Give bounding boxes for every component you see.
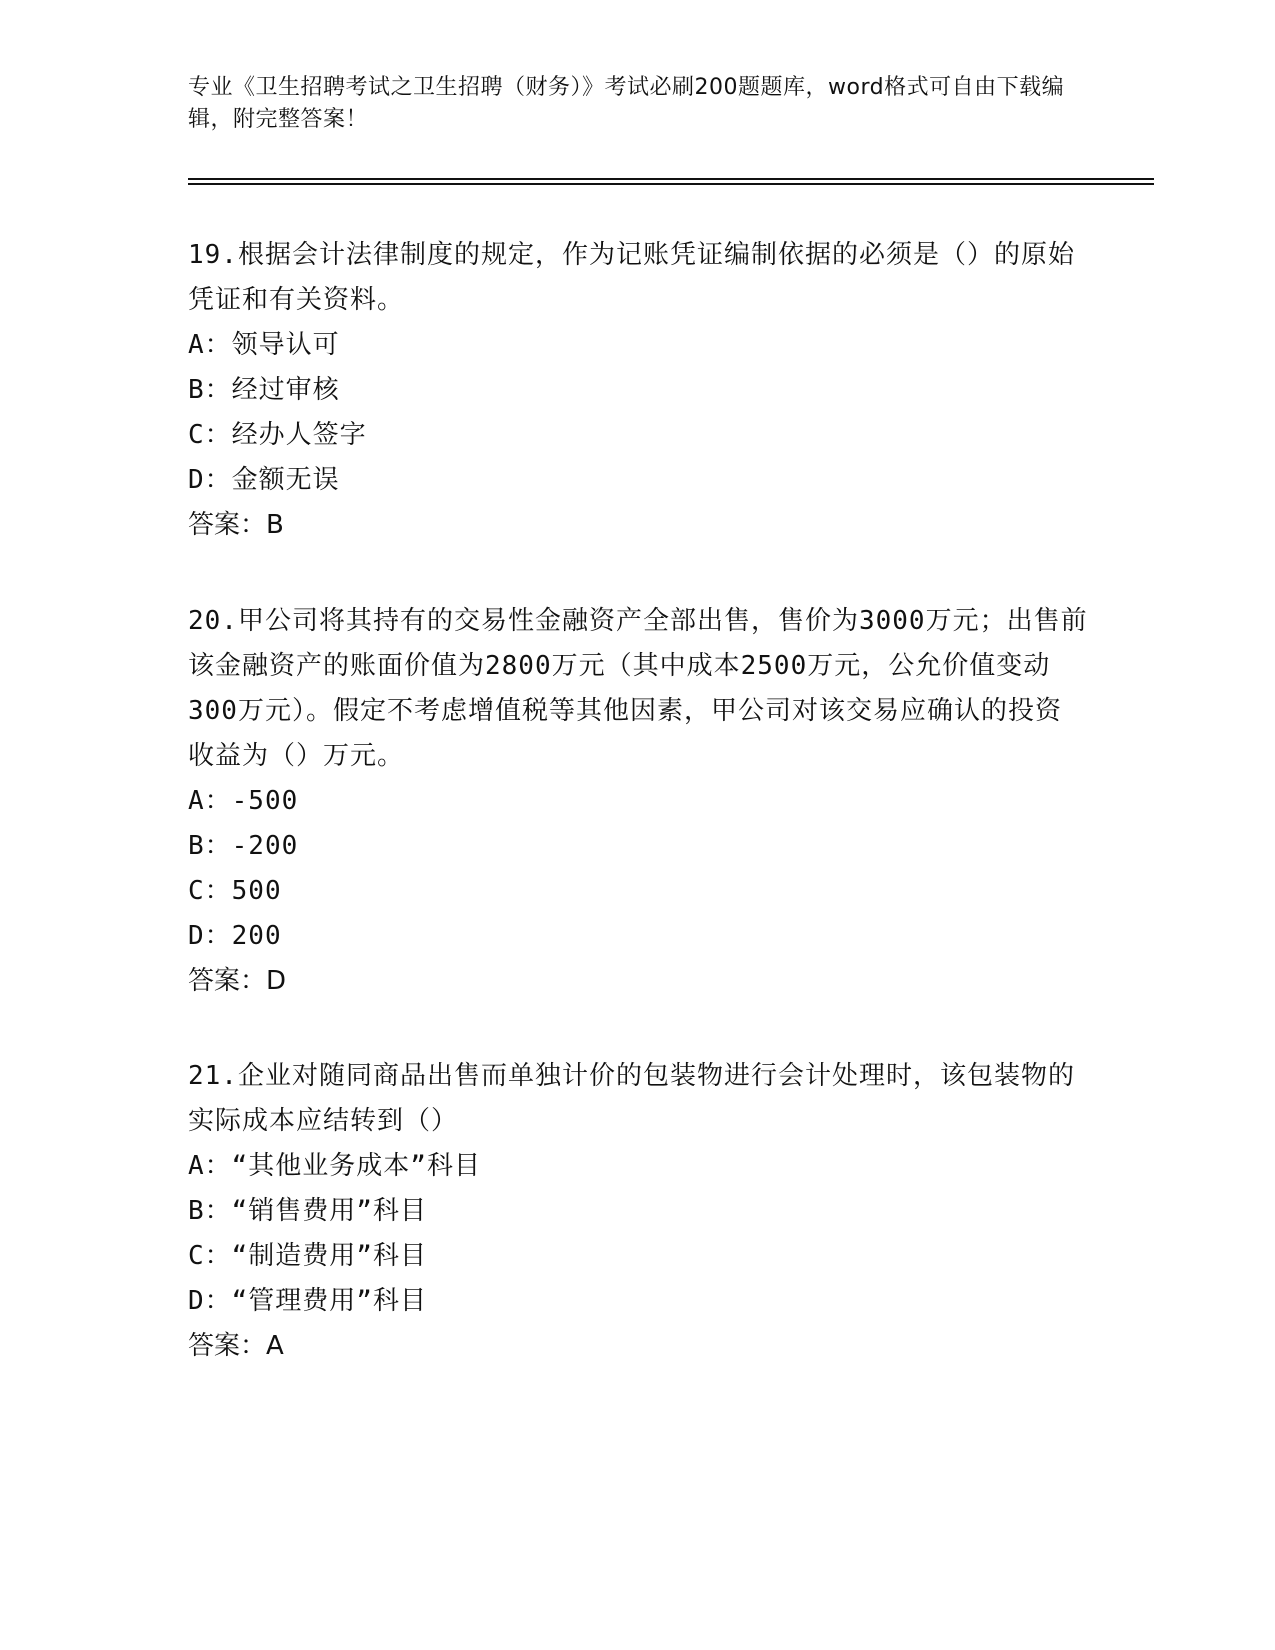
option-c: C：500 xyxy=(188,876,282,906)
option-a: A：领导认可 xyxy=(188,330,340,360)
answer-label: 答案：A xyxy=(188,1331,284,1361)
answer-label: 答案：B xyxy=(188,510,284,540)
option-d: D：“管理费用”科目 xyxy=(188,1286,427,1316)
header-divider-top xyxy=(188,178,1154,180)
question-stem: 21.企业对随同商品出售而单独计价的包装物进行会计处理时，该包装物的实际成本应结转到（） xyxy=(188,1061,1075,1136)
option-a: A：-500 xyxy=(188,786,299,816)
option-d: D：200 xyxy=(188,921,282,951)
option-c: C：经办人签字 xyxy=(188,420,367,450)
question-19 xyxy=(188,233,1088,548)
question-stem: 20.甲公司将其持有的交易性金融资产全部出售，售价为3000万元；出售前该金融资产的账面价值为2800万元（其中成本2500万元，公允价值变动300万元）。假定不考虑增值税等其他因素，甲公司对该交易应确认的投资收益为（）万元。 xyxy=(188,606,1088,771)
option-b: B：经过审核 xyxy=(188,375,340,405)
option-a: A：“其他业务成本”科目 xyxy=(188,1151,481,1181)
option-b: B：“销售费用”科目 xyxy=(188,1196,427,1226)
question-21 xyxy=(188,1054,1088,1369)
question-20 xyxy=(188,599,1088,1004)
document-header: 专业《卫生招聘考试之卫生招聘（财务）》考试必刷200题题库，word格式可自由下载编辑，附完整答案！ xyxy=(188,75,1065,132)
option-b: B：-200 xyxy=(188,831,299,861)
option-c: C：“制造费用”科目 xyxy=(188,1241,427,1271)
question-stem: 19.根据会计法律制度的规定，作为记账凭证编制依据的必须是（）的原始凭证和有关资料。 xyxy=(188,240,1075,315)
option-d: D：金额无误 xyxy=(188,465,340,495)
header-divider-bottom xyxy=(188,183,1154,185)
answer-label: 答案：D xyxy=(188,966,287,996)
